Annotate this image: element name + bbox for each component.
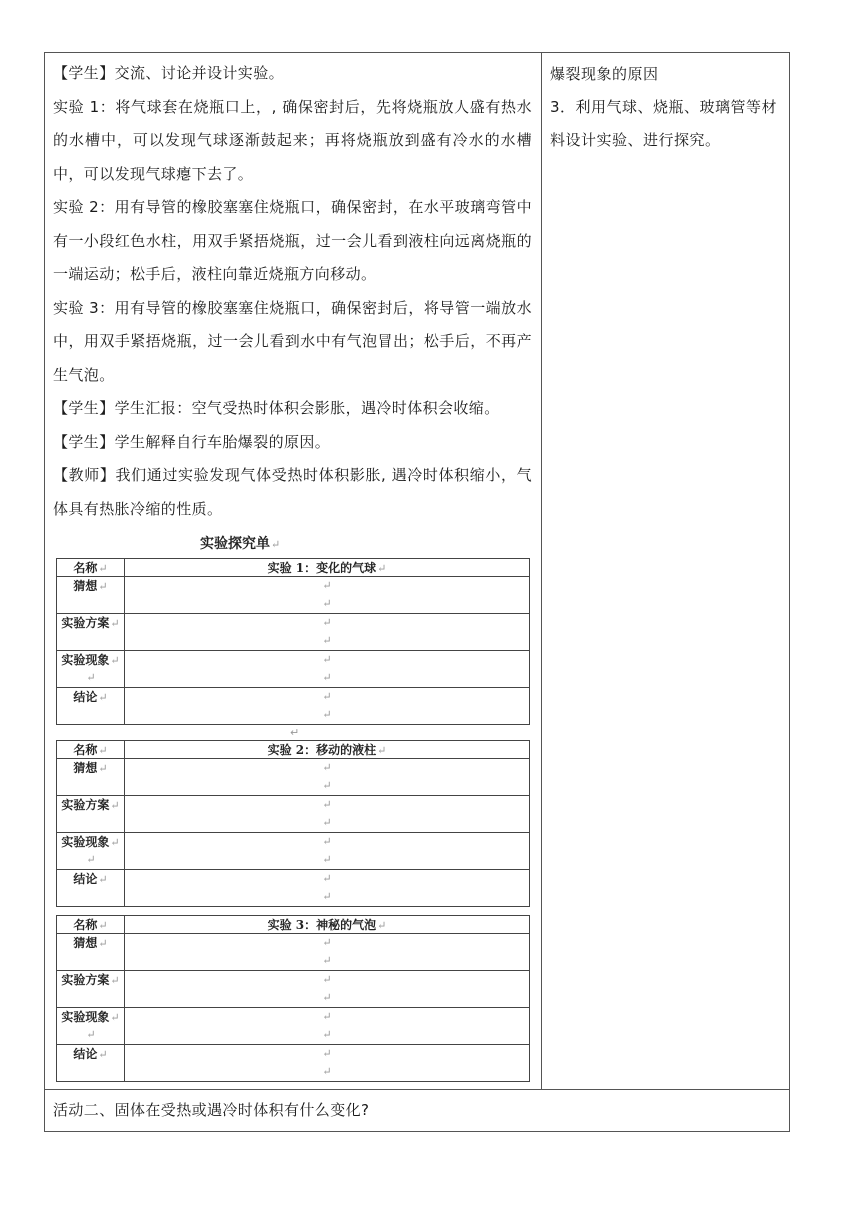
worksheet-title	[200, 533, 280, 553]
guess-label: 猜想↵	[57, 934, 125, 971]
worksheet-table-2	[56, 740, 530, 907]
design-intent-cell	[542, 53, 789, 1089]
process-text	[45, 57, 542, 526]
experiment-heading: 实验 1：变化的气球↵	[125, 559, 530, 577]
paragraph: 实验 1：将气球套在烧瓶口上，, 确保密封后，先将烧瓶放人盛有热水的水槽中，可以发现气球逐渐鼓起来；再将烧瓶放到盛有冷水的水槽中，可以发现气球瘪下去了。	[53, 97, 532, 183]
blank-cell[interactable]: ↵ ↵	[125, 971, 530, 1008]
plan-label: 实验方案↵	[57, 796, 125, 833]
activity-heading: 活动二、固体在受热或遇冷时体积有什么变化?	[53, 1101, 370, 1119]
table-row	[57, 916, 530, 934]
blank-cell[interactable]: ↵ ↵	[125, 796, 530, 833]
table-row	[57, 1045, 530, 1082]
phenomenon-label: 实验现象↵ ↵	[57, 651, 125, 688]
name-label: 名称↵	[57, 916, 125, 934]
table-row	[57, 796, 530, 833]
phenomenon-label: 实验现象↵ ↵	[57, 1008, 125, 1045]
paragraph: 【学生】学生汇报：空气受热时体积会影胀，遇冷时体积会收缩。	[53, 399, 500, 417]
blank-cell[interactable]: ↵ ↵	[125, 759, 530, 796]
intent-line: 爆裂现象的原因	[550, 65, 659, 83]
guess-label: 猜想↵	[57, 577, 125, 614]
return-mark: ↵	[290, 726, 300, 739]
guess-label: 猜想↵	[57, 759, 125, 796]
paragraph: 【教师】我们通过实验发现气体受热时体积影胀, 遇冷时体积缩小，气体具有热胀冷缩的性质。	[53, 466, 532, 518]
blank-cell[interactable]: ↵ ↵	[125, 833, 530, 870]
conclusion-label: 结论↵	[57, 870, 125, 907]
name-label: 名称↵	[57, 559, 125, 577]
table-row	[57, 741, 530, 759]
paragraph: 实验 2：用有导管的橡胶塞塞住烧瓶口，确保密封，在水平玻璃弯管中有一小段红色水柱，用双手紧捂烧瓶，过一会儿看到液柱向远离烧瓶的一端运动；松手后，液柱向靠近烧瓶方向移动。	[53, 198, 532, 283]
phenomenon-label: 实验现象↵ ↵	[57, 833, 125, 870]
table-row	[57, 614, 530, 651]
blank-cell[interactable]: ↵ ↵	[125, 688, 530, 725]
plan-label: 实验方案↵	[57, 614, 125, 651]
worksheet-table-3	[56, 915, 530, 1082]
blank-cell[interactable]: ↵ ↵	[125, 934, 530, 971]
blank-cell[interactable]: ↵ ↵	[125, 614, 530, 651]
table-row	[57, 759, 530, 796]
paragraph: 实验 3：用有导管的橡胶塞塞住烧瓶口，确保密封后，将导管一端放水中，用双手紧捂烧瓶，过一会儿看到水中有气泡冒出；松手后，不再产生气泡。	[53, 298, 532, 384]
table-row	[57, 559, 530, 577]
blank-cell[interactable]: ↵ ↵	[125, 1045, 530, 1082]
conclusion-label: 结论↵	[57, 1045, 125, 1082]
table-row	[57, 1008, 530, 1045]
paragraph: 【学生】交流、讨论并设计实验。	[53, 64, 285, 82]
table-row	[57, 651, 530, 688]
experiment-heading: 实验 3：神秘的气泡↵	[125, 916, 530, 934]
intent-line: 3．利用气球、烧瓶、玻璃管等材料设计实验、进行探究。	[550, 98, 778, 149]
return-mark: ↵	[271, 538, 281, 551]
table-row	[57, 688, 530, 725]
paragraph: 【学生】学生解释自行车胎爆裂的原因。	[53, 432, 331, 451]
blank-cell[interactable]: ↵ ↵	[125, 651, 530, 688]
table-row	[57, 971, 530, 1008]
blank-cell[interactable]: ↵ ↵	[125, 1008, 530, 1045]
experiment-heading: 实验 2：移动的液柱↵	[125, 741, 530, 759]
blank-cell[interactable]: ↵ ↵	[125, 870, 530, 907]
table-row	[57, 577, 530, 614]
table-row	[57, 934, 530, 971]
activity-row	[45, 1089, 789, 1132]
blank-cell[interactable]: ↵ ↵	[125, 577, 530, 614]
worksheet-title-text: 实验探究单	[200, 536, 270, 552]
table-row	[57, 833, 530, 870]
name-label: 名称↵	[57, 741, 125, 759]
table-row	[57, 870, 530, 907]
plan-label: 实验方案↵	[57, 971, 125, 1008]
design-intent-text	[542, 53, 789, 157]
conclusion-label: 结论↵	[57, 688, 125, 725]
worksheet-table-1	[56, 558, 530, 725]
